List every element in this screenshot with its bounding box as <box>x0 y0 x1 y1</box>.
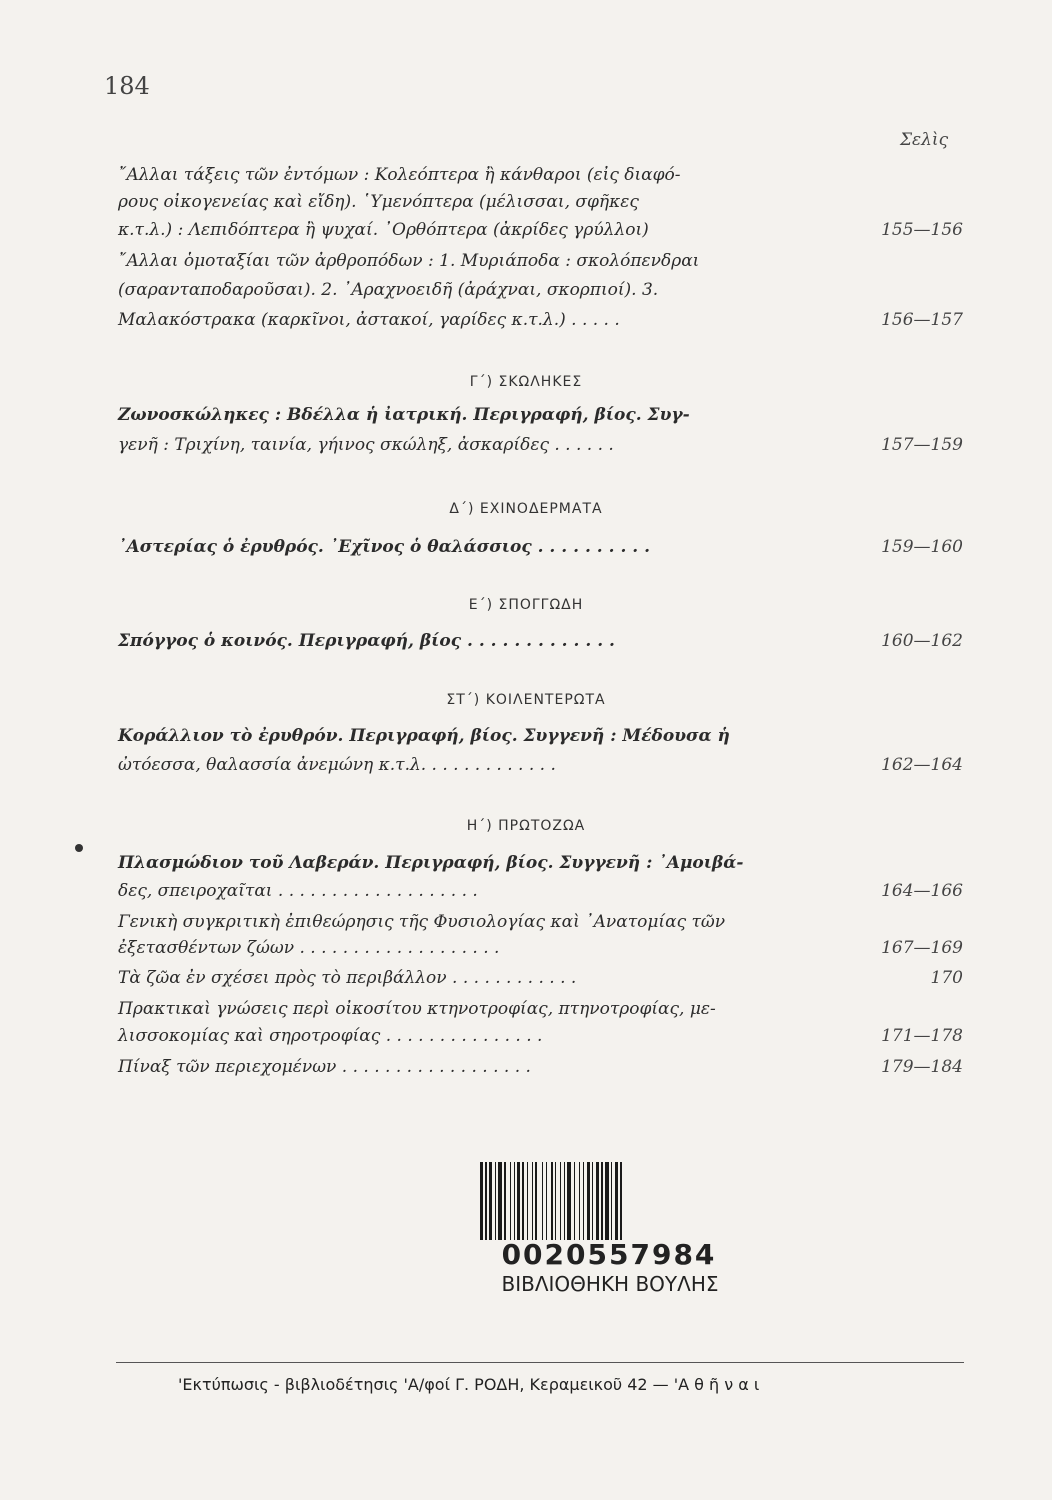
toc-line: Τὰ ζῶα ἐν σχέσει πρὸς τὸ περιβάλλον . . . . . . . . . . . . 170 <box>118 968 963 988</box>
toc-line: ῎Αλλαι τάξεις τῶν ἐντόμων : Κολεόπτερα ἢ κάνθαροι (εἰς διαφό- <box>118 165 681 185</box>
toc-line: Γενικὴ συγκριτικὴ ἐπιθεώρησις τῆς Φυσιολογίας καὶ ᾿Ανατομίας τῶν <box>118 912 726 932</box>
section-heading: ΣΤ´) ΚΟΙΛΕΝΤΕΡΩΤΑ <box>446 692 606 708</box>
toc-line: κ.τ.λ.) : Λεπιδόπτερα ἢ ψυχαί. ᾿Ορθόπτερα (ἀκρίδες γρύλλοι) 155—156 <box>118 220 963 240</box>
page-number: 184 <box>104 72 150 100</box>
toc-line: λισσοκομίας καὶ σηροτροφίας . . . . . . . . . . . . . . . 171—178 <box>118 1026 963 1046</box>
toc-line: Πίναξ τῶν περιεχομένων . . . . . . . . . . . . . . . . . . 179—184 <box>118 1057 963 1077</box>
toc-line: ἐξετασθέντων ζώων . . . . . . . . . . . . . . . . . . . 167—169 <box>118 938 963 958</box>
toc-line: γενῆ : Τριχίνη, ταινία, γήινος σκώληξ, ἀσκαρίδες . . . . . . 157—159 <box>118 435 963 455</box>
section-heading: Ε´) ΣΠΟΓΓΩΔΗ <box>468 597 584 613</box>
column-header: Σελὶς <box>900 130 949 150</box>
toc-line: ᾿Αστερίας ὁ ἐρυθρός. ᾿Εχῖνος ὁ θαλάσσιος . . . . . . . . . . 159—160 <box>118 537 963 557</box>
printer-imprint: 'Εκτύπωσις - βιβλιοδέτησις 'Α/φοί Γ. ΡΟΔΗ, Κεραμεικοῦ 42 — 'Α θ ῆ ν α ι <box>178 1375 760 1394</box>
toc-line: Μαλακόστρακα (καρκῖνοι, ἀστακοί, γαρίδες κ.τ.λ.) . . . . . 156—157 <box>118 310 963 330</box>
toc-line: Σπόγγος ὁ κοινός. Περιγραφή, βίος . . . . . . . . . . . . . 160—162 <box>118 631 963 651</box>
toc-line: Ζωνοσκώληκες : Βδέλλα ἡ ἰατρική. Περιγραφή, βίος. Συγ- <box>118 405 690 425</box>
section-heading: Δ´) ΕΧΙΝΟΔΕΡΜΑΤΑ <box>449 501 603 517</box>
section-heading: Γ´) ΣΚΩΛΗΚΕΣ <box>469 374 583 390</box>
toc-line: ὠτόεσσα, θαλασσία ἀνεμώνη κ.τ.λ. . . . . . . . . . . . . 162—164 <box>118 755 963 775</box>
toc-line: δες, σπειροχαῖται . . . . . . . . . . . . . . . . . . . 164—166 <box>118 881 963 901</box>
toc-line: ρους οἰκογενείας καὶ εἴδη). ῾Υμενόπτερα (μέλισσαι, σφῆκες <box>118 192 639 212</box>
library-barcode <box>478 1162 740 1271</box>
toc-line: Κοράλλιον τὸ ἐρυθρόν. Περιγραφή, βίος. Συγγενῆ : Μέδουσα ἡ <box>118 726 730 746</box>
footer-rule <box>116 1362 964 1363</box>
toc-line: (σαρανταποδαροῦσαι). 2. ᾿Αραχνοειδῆ (ἀράχναι, σκορπιοί). 3. <box>118 280 659 300</box>
toc-line: Πρακτικαὶ γνώσεις περὶ οἰκοσίτου κτηνοτροφίας, πτηνοτροφίας, με- <box>118 999 716 1019</box>
library-name: ΒΙΒΛΙΟΘΗΚΗ ΒΟΥΛΗΣ <box>501 1272 719 1296</box>
barcode-icon <box>478 1162 740 1240</box>
toc-line: Πλασμώδιον τοῦ Λαβεράν. Περιγραφή, βίος. Συγγενῆ : ᾿Αμοιβά- <box>118 853 744 873</box>
ink-dot <box>75 844 83 852</box>
section-heading: Η´) ΠΡΩΤΟΖΩΑ <box>466 818 586 834</box>
toc-line: ῎Αλλαι ὁμοταξίαι τῶν ἀρθροπόδων : 1. Μυριάποδα : σκολόπενδραι <box>118 251 700 271</box>
barcode-number: 0020557984 <box>501 1238 717 1271</box>
